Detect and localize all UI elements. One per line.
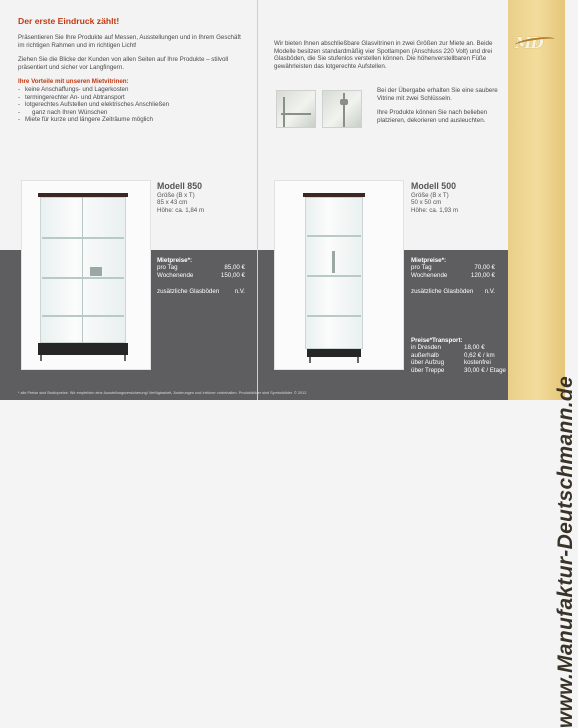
glass-body xyxy=(40,197,126,343)
showcase-850 xyxy=(38,193,128,365)
website-url[interactable]: www.Manufaktur-Deutschmann.de xyxy=(554,376,577,728)
transport-value: 18,00 € xyxy=(464,344,485,352)
price-value: 70,00 € xyxy=(474,264,495,272)
price-row xyxy=(157,272,245,279)
height-value: Höhe: ca. 1,93 m xyxy=(411,206,459,214)
glass-shelf xyxy=(42,315,124,317)
transport-row xyxy=(411,352,504,359)
keys-note: Bei der Übergabe erhalten Sie eine saubere Vitrine mit zwei Schlüsseln. xyxy=(377,87,498,102)
headline: Der erste Eindruck zählt! xyxy=(18,16,120,26)
price-head: Mietpreise*: xyxy=(157,257,193,264)
transport-label: in Dresden xyxy=(411,344,441,352)
lock-icon xyxy=(332,251,335,273)
size-label: Größe (B x T) xyxy=(157,192,195,199)
model-850-title: Modell 850 xyxy=(157,181,202,191)
door-split xyxy=(82,197,83,343)
model-500-photo xyxy=(274,180,404,370)
extra-value: n.V. xyxy=(234,288,245,296)
extra-value: n.V. xyxy=(484,288,495,296)
benefits-list xyxy=(18,86,248,124)
showcase-500 xyxy=(303,193,365,365)
price-label: Wochenende xyxy=(411,271,448,279)
case-base xyxy=(307,349,361,357)
transport-head: Preise*Transport: xyxy=(411,337,463,344)
price-row xyxy=(411,288,495,295)
display-item xyxy=(90,267,102,276)
transport-label: außerhalb xyxy=(411,351,439,359)
offer-paragraph: Wir bieten Ihnen abschließbare Glasvitrinen in zwei Größen zur Miete an. Beide Modelle besitzen standardmäßig vier Spotlampen (Anschluss 220 Volt) und drei Glasböden, die Sie stufenlos verstellen können. Die höhenverstellbaren Füße gewährleisten das lotgerechte Aufstellen. xyxy=(274,40,493,70)
price-row xyxy=(411,272,495,279)
price-value: 85,00 € xyxy=(224,264,245,272)
model-500-prices xyxy=(411,257,495,296)
transport-row xyxy=(411,344,504,351)
glass-shelf xyxy=(307,315,361,317)
page-fold xyxy=(257,0,258,400)
price-value: 120,00 € xyxy=(470,271,495,279)
shelf-detail-photo xyxy=(276,90,316,128)
glass-body xyxy=(305,197,363,349)
height-value: Höhe: ca. 1,84 m xyxy=(157,206,205,214)
case-leg xyxy=(309,357,311,363)
transport-row xyxy=(411,359,504,366)
transport-value: 30,00 € / Etage xyxy=(464,366,506,374)
case-leg xyxy=(357,357,359,363)
benefit-item: - termingerechter An- und Abtransport xyxy=(18,94,248,102)
model-500-spec xyxy=(411,181,503,214)
glass-shelf xyxy=(307,235,361,237)
handover-notes xyxy=(377,87,502,131)
logo-mark: MD xyxy=(515,34,543,52)
extra-label: zusätzliche Glasböden xyxy=(411,288,474,296)
price-row xyxy=(411,264,495,271)
glass-shelf xyxy=(307,275,361,277)
price-label: Wochenende xyxy=(157,271,194,279)
glass-shelf xyxy=(42,237,124,239)
transport-label: über Treppe xyxy=(411,366,445,374)
price-label: pro Tag xyxy=(157,264,178,272)
offer-column xyxy=(274,40,499,70)
transport-label: über Aufzug xyxy=(411,359,445,367)
benefit-item: - ganz nach Ihren Wünschen xyxy=(18,109,248,117)
glass-shelf xyxy=(42,277,124,279)
price-row xyxy=(157,264,245,271)
model-500-title: Modell 500 xyxy=(411,181,456,191)
lock-detail-photo xyxy=(322,90,362,128)
shelf-rail xyxy=(281,113,311,115)
price-head: Mietpreise*: xyxy=(411,257,447,264)
brand-sidebar xyxy=(508,0,577,728)
model-850-prices xyxy=(157,257,245,296)
transport-prices xyxy=(411,337,504,374)
model-850-spec xyxy=(157,181,252,214)
transport-value: 0,62 € / km xyxy=(464,351,495,359)
lock-icon xyxy=(340,99,348,105)
transport-row xyxy=(411,367,504,374)
price-row xyxy=(157,288,245,295)
case-base xyxy=(38,343,128,355)
benefit-item: - lotgerechtes Aufstellen und elektrisches Anschließen xyxy=(18,101,248,109)
price-value: 150,00 € xyxy=(220,271,245,279)
md-logo xyxy=(515,34,557,52)
size-value: 85 x 43 cm xyxy=(157,199,188,207)
transport-value: kostenfrei xyxy=(464,359,491,367)
attention-paragraph: Ziehen Sie die Blicke der Kunden von allen Seiten auf Ihre Produkte – stilvoll präsentiert und sicher vor Langfingern. xyxy=(18,56,229,71)
price-label: pro Tag xyxy=(411,264,432,272)
case-leg xyxy=(40,355,42,361)
extra-label: zusätzliche Glasböden xyxy=(157,288,220,296)
size-label: Größe (B x T) xyxy=(411,192,449,199)
glass-edge xyxy=(283,97,285,127)
size-value: 50 x 50 cm xyxy=(411,199,442,207)
model-850-photo xyxy=(21,180,151,370)
benefits-title: Ihre Vorteile mit unseren Mietvitrinen: xyxy=(18,78,129,86)
intro-paragraph: Präsentieren Sie Ihre Produkte auf Messen, Ausstellungen und in Ihrem Geschäft im richtigen Rahmen und im richtigen Licht! xyxy=(18,34,241,49)
price-footnote: * alle Preise sind Bruttopreise. Wir empfehlen eine Ausstellungsversicherung! Verfügbarkeit, Änderungen und Irrtümer vorbehalten. Produktbilder sind Symbolbilder. © 2012 xyxy=(18,391,307,395)
decorate-note: Ihre Produkte können Sie nach belieben platzieren, dekorieren und ausleuchten. xyxy=(377,109,488,124)
benefit-item: - keine Anschaffungs- und Lagerkosten xyxy=(18,86,248,94)
benefit-item: - Miete für kurze und längere Zeiträume möglich xyxy=(18,116,248,124)
case-leg xyxy=(124,355,126,361)
intro-column xyxy=(18,16,248,124)
